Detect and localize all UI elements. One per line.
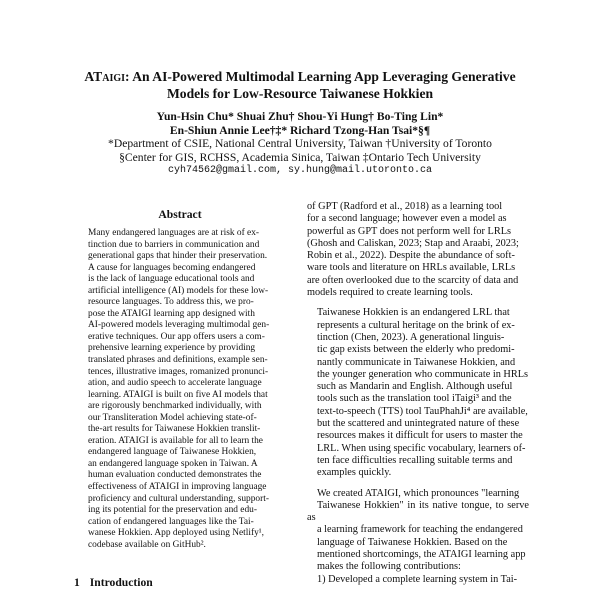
body-line: powerful as GPT does not perform well for LRLs	[307, 225, 511, 237]
paragraph	[307, 307, 529, 479]
body-line: ware tools and literature on HRLs available, LRLs	[307, 262, 516, 274]
abstract-line: learning. ATAIGI is built on five AI models that	[88, 389, 268, 400]
abstract-line: artificial intelligence (AI) models for these low-	[88, 285, 269, 296]
body-line: examples quickly.	[317, 467, 392, 479]
body-line: mentioned shortcomings, the ATAIGI learning app	[317, 549, 526, 561]
abstract-line: tinction due to barriers in communication and	[88, 239, 260, 250]
abstract-line: is the lack of language educational tools and	[88, 274, 255, 285]
body-line: language of Taiwanese Hokkien. Based on the	[317, 536, 508, 548]
body-line: tools such as the translation tool iTaigi³ and the	[317, 393, 512, 405]
abstract-line: resource languages. To address this, we pro-	[88, 297, 254, 308]
affiliation-line-2: §Center for GIS, RCHSS, Academia Sinica, Taiwan ‡Ontario Tech University	[119, 150, 481, 164]
paragraph	[307, 488, 529, 586]
author-line-2: En-Shiun Annie Lee†‡* Richard Tzong-Han Tsai*§¶	[169, 123, 431, 137]
author-block	[40, 110, 560, 178]
abstract-line: prehensive learning experience by providing	[88, 343, 256, 354]
author-line-1: Yun-Hsin Chu* Shuai Zhu† Shou-Yi Hung† Bo-Ting Lin*	[156, 110, 444, 123]
body-line: models required to create learning tools.	[307, 287, 473, 299]
abstract-line: an endangered language spoken in Taiwan. A	[88, 458, 258, 469]
abstract-line: erative techniques. Our app offers users a com-	[88, 331, 265, 342]
section-heading-introduction	[74, 576, 153, 589]
affiliation-line-1: *Department of CSIE, National Central University, Taiwan †University of Toronto	[108, 137, 492, 150]
body-line: 1) Developed a complete learning system in Tai-	[317, 573, 518, 585]
body-line: Robin et al., 2022). Despite the abundance of soft-	[307, 250, 515, 262]
abstract-line: translated phrases and definitions, example sen-	[88, 355, 268, 366]
abstract-line: endangered language of Taiwanese Hokkien,	[88, 447, 257, 458]
abstract-heading: Abstract	[158, 208, 202, 221]
abstract-line: are rigorously benchmarked individually, with	[88, 401, 262, 412]
paper-title	[40, 68, 560, 102]
section-number: 1	[74, 576, 80, 589]
body-line: Taiwanese Hokkien is an endangered LRL that	[317, 307, 510, 319]
abstract-line: eration. ATAIGI is available for all to learn the	[88, 435, 263, 446]
abstract-body	[88, 228, 278, 551]
abstract-line: A cause for languages becoming endangered	[88, 262, 256, 273]
abstract-line: Many endangered languages are at risk of ex-	[88, 228, 260, 238]
body-line: resources makes it difficult for users to master the	[317, 430, 523, 442]
body-line: (Ghosh and Caliskan, 2023; Stap and Araabi, 2023;	[307, 237, 519, 249]
title-app-name: ATaigi	[84, 69, 126, 84]
section-title: Introduction	[89, 576, 153, 589]
body-line: We created ATAIGI, which pronounces "learning	[317, 487, 520, 499]
body-line: text-to-speech (TTS) tool TauPhahJi⁴ are available,	[317, 405, 528, 417]
title-line-1	[40, 68, 560, 85]
body-line: makes the following contributions:	[317, 561, 461, 573]
abstract-line: tences, illustrative images, romanized pronunci-	[88, 366, 269, 377]
body-line: of GPT (Radford et al., 2018) as a learning tool	[307, 201, 503, 212]
title-line-1-rest: : An AI-Powered Multimodal Learning App Leveraging Generative	[125, 69, 516, 84]
body-line: are often overlooked due to the scarcity of data and	[307, 274, 519, 286]
body-line: ten face difficulties recalling suitable terms and	[317, 454, 513, 466]
body-line: LRL. When using specific vocabulary, learners of-	[317, 442, 526, 454]
title-line-2: Models for Low-Resource Taiwanese Hokkien	[166, 86, 434, 101]
abstract-line: our Transliteration Model achieving state-of-	[88, 412, 257, 423]
body-line: for a second language; however even a model as	[307, 213, 507, 225]
body-line: the younger generation who communicate in HRLs	[317, 368, 529, 380]
abstract-line: AI-powered models leveraging multimodal gen-	[88, 320, 270, 331]
body-line: Taiwanese Hokkien" in its native tongue, to serve as	[307, 499, 529, 524]
paragraph	[307, 201, 529, 299]
body-line: represents a cultural heritage on the brink of ex-	[317, 319, 515, 331]
abstract-line: ation, and audio speech to accelerate language	[88, 378, 262, 389]
body-line: nantly communicate in Taiwanese Hokkien, and	[317, 356, 516, 368]
abstract-line: generational gaps that hinder their preservation.	[88, 251, 268, 262]
abstract-line: effectiveness of ATAIGI in improving language	[88, 482, 267, 493]
body-line: but the scattered and unintegrated nature of these	[317, 418, 520, 430]
abstract-line: ing its potential for the preservation and edu-	[88, 505, 257, 516]
abstract-line: wanese Hokkien. App deployed using Netlify¹,	[88, 528, 264, 539]
abstract-line: pose the ATAIGI learning app designed with	[88, 308, 255, 319]
abstract-line: the-art results for Taiwanese Hokkien translit-	[88, 424, 261, 435]
abstract-line: human evaluation conducted demonstrates the	[88, 470, 262, 481]
body-line: a learning framework for teaching the endangered	[317, 524, 523, 536]
body-line: such as Mandarin and English. Although useful	[317, 381, 513, 393]
body-line: tic gap exists between the elderly who predomi-	[317, 344, 515, 356]
abstract-line: cation of endangered languages like the Tai-	[88, 516, 254, 527]
author-emails: cyh74562@gmail.com, sy.hung@mail.utoronto.ca	[167, 165, 433, 176]
right-column-body	[307, 201, 529, 586]
abstract-line: codebase available on GitHub².	[88, 539, 206, 550]
body-line: tinction (Chen, 2023). A generational linguis-	[317, 331, 505, 343]
abstract-line: proficiency and cultural understanding, support-	[88, 493, 269, 504]
